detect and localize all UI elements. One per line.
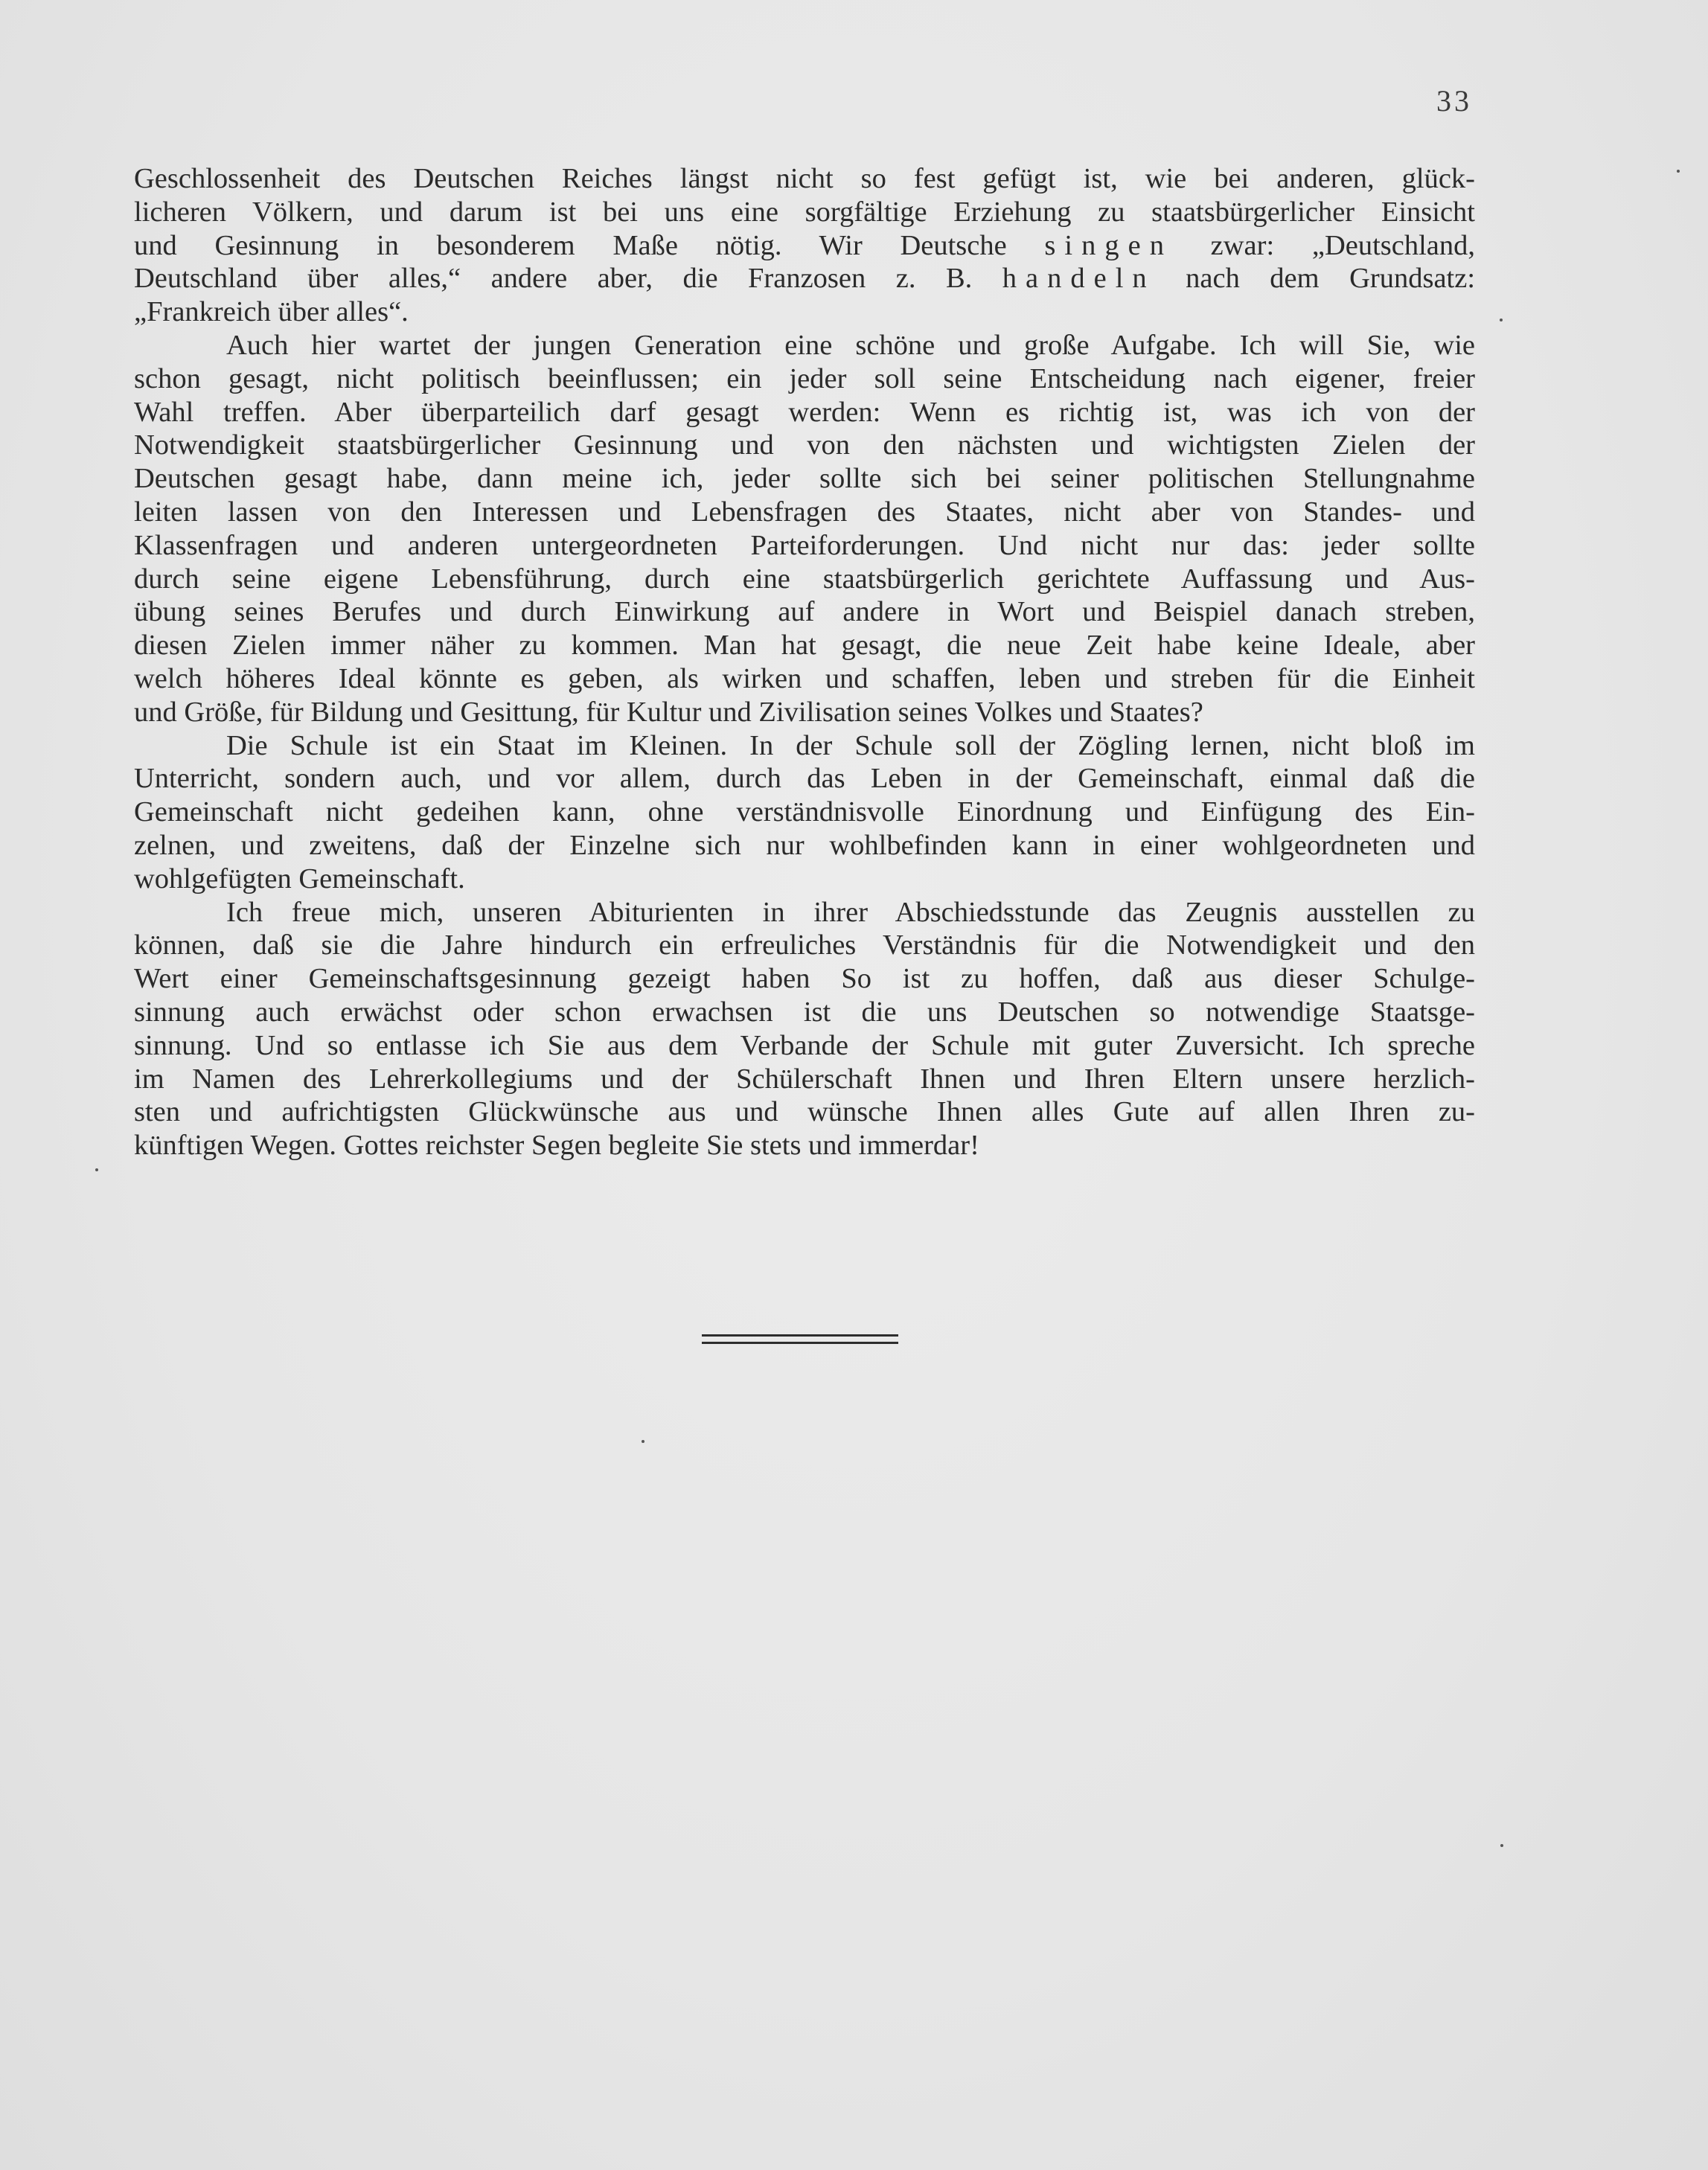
text-line: Geschlossenheit des Deutschen Reiches längst nicht so fest gefügt ist, wie bei anderen, glück- [134,163,1475,194]
text-line: leiten lassen von den Interessen und Lebensfragen des Staates, nicht aber von Standes- und [134,496,1475,528]
text-line: können, daß sie die Jahre hindurch ein erfreuliches Verständnis für die Notwendigkeit und den [134,929,1475,961]
text-line: Ich freue mich, unseren Abiturienten in ihrer Abschiedsstunde das Zeugnis ausstellen zu [226,896,1475,928]
text-line: Wahl treffen. Aber überparteilich darf gesagt werden: Wenn es richtig ist, was ich von der [134,396,1475,428]
paper-speck [1500,1844,1503,1847]
text-line: Gemeinschaft nicht gedeihen kann, ohne verständnisvolle Einordnung und Einfügung des Ein- [134,796,1475,828]
text-line: schon gesagt, nicht politisch beeinflussen; ein jeder soll seine Entscheidung nach eigener, freier [134,362,1475,394]
text-line: sten und aufrichtigsten Glückwünsche aus und wünsche Ihnen alles Gute auf allen Ihren zu- [134,1096,1475,1128]
text-segment: und Gesinnung in besonderem Maße nötig. Wir Deutsche [134,229,1007,261]
text-line-mixed [134,262,1475,295]
text-line: wohlgefügten Gemeinschaft. [134,862,465,894]
paragraph-1 [134,162,1475,329]
text-line: welch höheres Ideal könnte es geben, als wirken und schaffen, leben und streben für die Einheit [134,662,1475,694]
paper-speck [642,1440,645,1443]
text-line: zelnen, und zweitens, daß der Einzelne sich nur wohlbefinden kann in einer wohlgeordneten und [134,829,1475,861]
text-line: und Größe, für Bildung und Gesittung, für Kultur und Zivilisation seines Volkes und Staates? [134,696,1203,728]
text-segment: Deutschland über alles,“ andere aber, die Franzosen z. B. [134,263,973,295]
text-line: durch seine eigene Lebensführung, durch eine staatsbürgerlich gerichtete Auffassung und Aus- [134,563,1475,595]
text-line: diesen Zielen immer näher zu kommen. Man hat gesagt, die neue Zeit habe keine Ideale, aber [134,630,1475,662]
closing-rule-bottom [702,1342,898,1344]
emphasis-spaced: handeln [1002,263,1156,295]
text-line: Die Schule ist ein Staat im Kleinen. In der Schule soll der Zögling lernen, nicht bloß im [226,729,1475,761]
paragraph-2 [134,329,1475,729]
text-line: sinnung. Und so entlasse ich Sie aus dem Verbande der Schule mit guter Zuversicht. Ich spreche [134,1029,1475,1061]
body-text [134,162,1475,1162]
paper-speck [1500,319,1503,321]
text-line: Klassenfragen und anderen untergeordneten Parteiforderungen. Und nicht nur das: jeder sollte [134,529,1475,561]
text-line: Unterricht, sondern auch, und vor allem, durch das Leben in der Gemeinschaft, einmal daß die [134,763,1475,795]
emphasis-spaced: singen [1044,229,1173,261]
text-line: Auch hier wartet der jungen Generation eine schöne und große Aufgabe. Ich will Sie, wie [226,329,1475,361]
text-line: Deutschen gesagt habe, dann meine ich, jeder sollte sich bei seiner politischen Stellungnahme [134,463,1475,495]
text-segment: nach dem Grundsatz: [1186,263,1476,295]
page-number: 33 [1436,84,1472,118]
text-line: „Frankreich über alles“. [134,296,409,328]
text-line: sinnung auch erwächst oder schon erwachsen ist die uns Deutschen so notwendige Staatsge- [134,996,1475,1028]
paragraph-3 [134,729,1475,896]
text-segment: zwar: „Deutschland, [1210,229,1476,261]
text-line: Wert einer Gemeinschaftsgesinnung gezeigt haben So ist zu hoffen, daß aus dieser Schulge- [134,963,1475,995]
paper-speck [1677,170,1680,173]
text-line: übung seines Berufes und durch Einwirkung auf andere in Wort und Beispiel danach streben, [134,596,1475,628]
text-line: licheren Völkern, und darum ist bei uns eine sorgfältige Erziehung zu staatsbürgerlicher Einsicht [134,196,1475,228]
text-line: im Namen des Lehrerkollegiums und der Schülerschaft Ihnen und Ihren Eltern unsere herzlich- [134,1063,1475,1095]
text-line: Notwendigkeit staatsbürgerlicher Gesinnung und von den nächsten und wichtigsten Zielen der [134,429,1475,461]
closing-rule-top [702,1334,898,1337]
text-line: künftigen Wegen. Gottes reichster Segen begleite Sie stets und immerdar! [134,1130,979,1162]
paper-speck [95,1168,98,1171]
paragraph-4 [134,896,1475,1162]
text-line-mixed [134,229,1475,263]
